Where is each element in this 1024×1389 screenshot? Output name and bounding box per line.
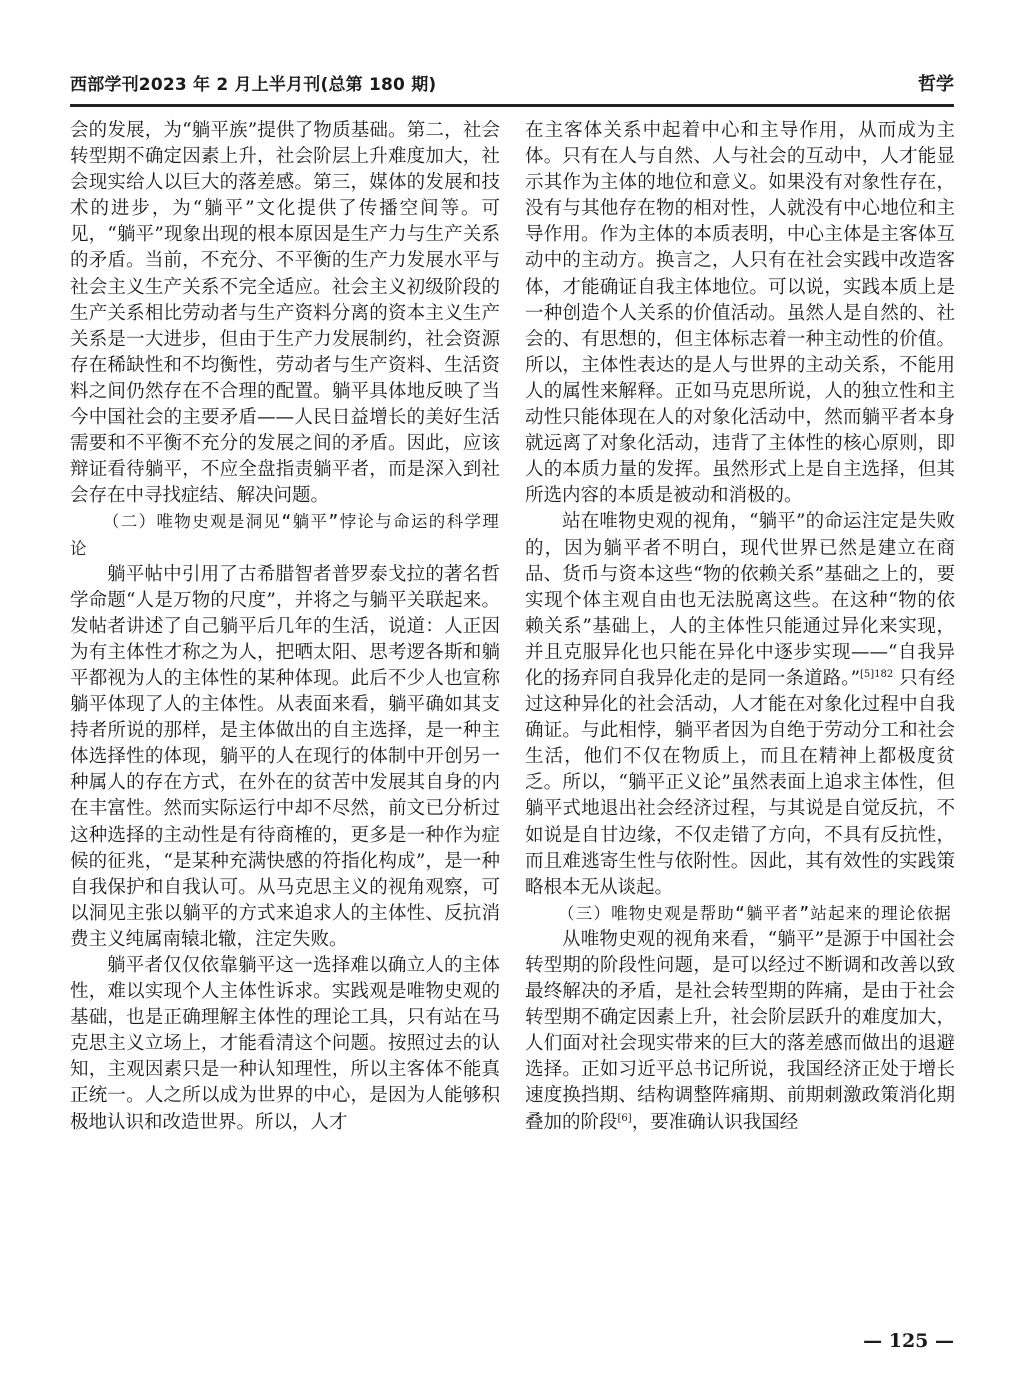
body-paragraph [525, 509, 955, 900]
section-heading: （三）唯物史观是帮助“躺平者”站起来的理论依据 [558, 903, 952, 923]
paragraph-text: 只有经过这种异化的社会活动，人才能在对象化过程中自我确证。与此相悖，躺平者因为自绝于劳动分工和社会生活，他们不仅在物质上，而且在精神上都极度贫乏。所以，“躺平正义论”虽然表面上追求主体性，但躺平式地退出社会经济过程，与其说是自觉反抗，不如说是自甘边缘，不仅走错了方向，不具有反抗性，而且难逃寄生性与依附性。因此，其有效性的实践策略根本无从谈起。 [525, 667, 955, 898]
section-heading: （二）唯物史观是洞见“躺平”悖论与命运的科学理论 [70, 512, 500, 558]
header-rule [70, 104, 954, 107]
left-column [70, 118, 500, 1136]
section-label: 哲学 [918, 74, 954, 95]
paragraph-text: ，要准确认识我国经 [631, 1111, 799, 1133]
body-paragraph: 躺平帖中引用了古希腊智者普罗泰戈拉的著名哲学命题“人是万物的尺度”，并将之与躺平关联起来。发帖者讲述了自己躺平后几年的生活，说道：人正因为有主体性才称之为人，把晒太阳、思考逻各斯和躺平都视为人的主体性的某种体现。此后不少人也宣称躺平体现了人的主体性。从表面来看，躺平确如其支持者所说的那样，是主体做出的自主选择，是一种主体选择性的体现，躺平的人在现行的体制中开创另一种属人的存在方式，在外在的贫苦中发展其自身的内在丰富性。然而实际运行中却不尽然，前文已分析过这种选择的主动性是有待商榷的，更多是一种作为症候的征兆，“是某种充满快感的符指化构成”，是一种自我保护和自我认可。从马克思主义的视角观察，可以洞见主张以躺平的方式来追求人的主体性、反抗消费主义纯属南辕北辙，注定失败。 [70, 563, 500, 950]
body-paragraph: 会的发展，为“躺平族”提供了物质基础。第二，社会转型期不确定因素上升，社会阶层上升难度加大，社会现实给人以巨大的落差感。第三，媒体的发展和技术的进步，为“躺平”文化提供了传播空间等。可见，“躺平”现象出现的根本原因是生产力与生产关系的矛盾。当前，不充分、不平衡的生产力发展水平与社会主义生产关系不完全适应。社会主义初级阶段的生产关系相比劳动者与生产资料分离的资本主义生产关系是一大进步，但由于生产力发展制约，社会资源存在稀缺性和不均衡性，劳动者与生产资料、生活资料之间仍然存在不合理的配置。躺平具体地反映了当今中国社会的主要矛盾——人民日益增长的美好生活需要和不平衡不充分的发展之间的矛盾。因此，应该辩证看待躺平，不应全盘指责躺平者，而是深入到社会存在中寻找症结、解决问题。 [70, 120, 500, 507]
citation-ref: [6] [617, 1112, 632, 1124]
journal-issue-title: 西部学刊2023 年 2 月上半月刊(总第 180 期) [70, 75, 437, 95]
page-number: — 125 — [863, 1330, 954, 1352]
body-paragraph [525, 927, 955, 1136]
paragraph-text: 从唯物史观的视角来看，“躺平”是源于中国社会转型期的阶段性问题，是可以经过不断调和改善以致最终解决的矛盾，是社会转型期的阵痛，是由于社会转型期不确定因素上升，社会阶层跃升的难度加大，人们面对社会现实带来的巨大的落差感而做出的退避选择。正如习近平总书记所说，我国经济正处于增长速度换挡期、结构调整阵痛期、前期刺激政策消化期叠加的阶段 [525, 928, 955, 1133]
body-paragraph: 躺平者仅仅依靠躺平这一选择难以确立人的主体性，难以实现个人主体性诉求。实践观是唯物史观的基础，也是正确理解主体性的理论工具，只有站在马克思主义立场上，才能看清这个问题。按照过去的认知，主观因素只是一种认知理性，所以主客体不能真正统一。人之所以成为世界的中心，是因为人能够积极地认识和改造世界。所以，人才 [70, 955, 500, 1133]
running-header [70, 72, 954, 98]
body-paragraph: 在主客体关系中起着中心和主导作用，从而成为主体。只有在人与自然、人与社会的互动中，人才能显示其作为主体的地位和意义。如果没有对象性存在，没有与其他存在物的相对性，人就没有中心地位和主导作用。作为主体的本质表明，中心主体是主客体互动中的主动方。换言之，人只有在社会实践中改造客体，才能确证自我主体地位。可以说，实践本质上是一种创造个人关系的价值活动。虽然人是自然的、社会的、有思想的，但主体标志着一种主动性的价值。所以，主体性表达的是人与世界的主动关系，不能用人的属性来解释。正如马克思所说，人的独立性和主动性只能体现在人的对象化活动中，然而躺平者本身就远离了对象化活动，违背了主体性的核心原则，即人的本质力量的发挥。虽然形式上是自主选择，但其所选内容的本质是被动和消极的。 [525, 120, 955, 507]
paragraph-text: 站在唯物史观的视角，“躺平”的命运注定是失败的，因为躺平者不明白，现代世界已然是建立在商品、货币与资本这些“物的依赖关系”基础之上的，要实现个体主观自由也无法脱离这些。在这种“物的依赖关系”基础上，人的主体性只能通过异化来实现，并且克服异化也只能在异化中逐步实现——“自我异化的扬弃同自我异化走的是同一条道路。” [525, 511, 955, 689]
right-column [525, 118, 955, 1136]
citation-ref: [5]182 [860, 668, 894, 680]
